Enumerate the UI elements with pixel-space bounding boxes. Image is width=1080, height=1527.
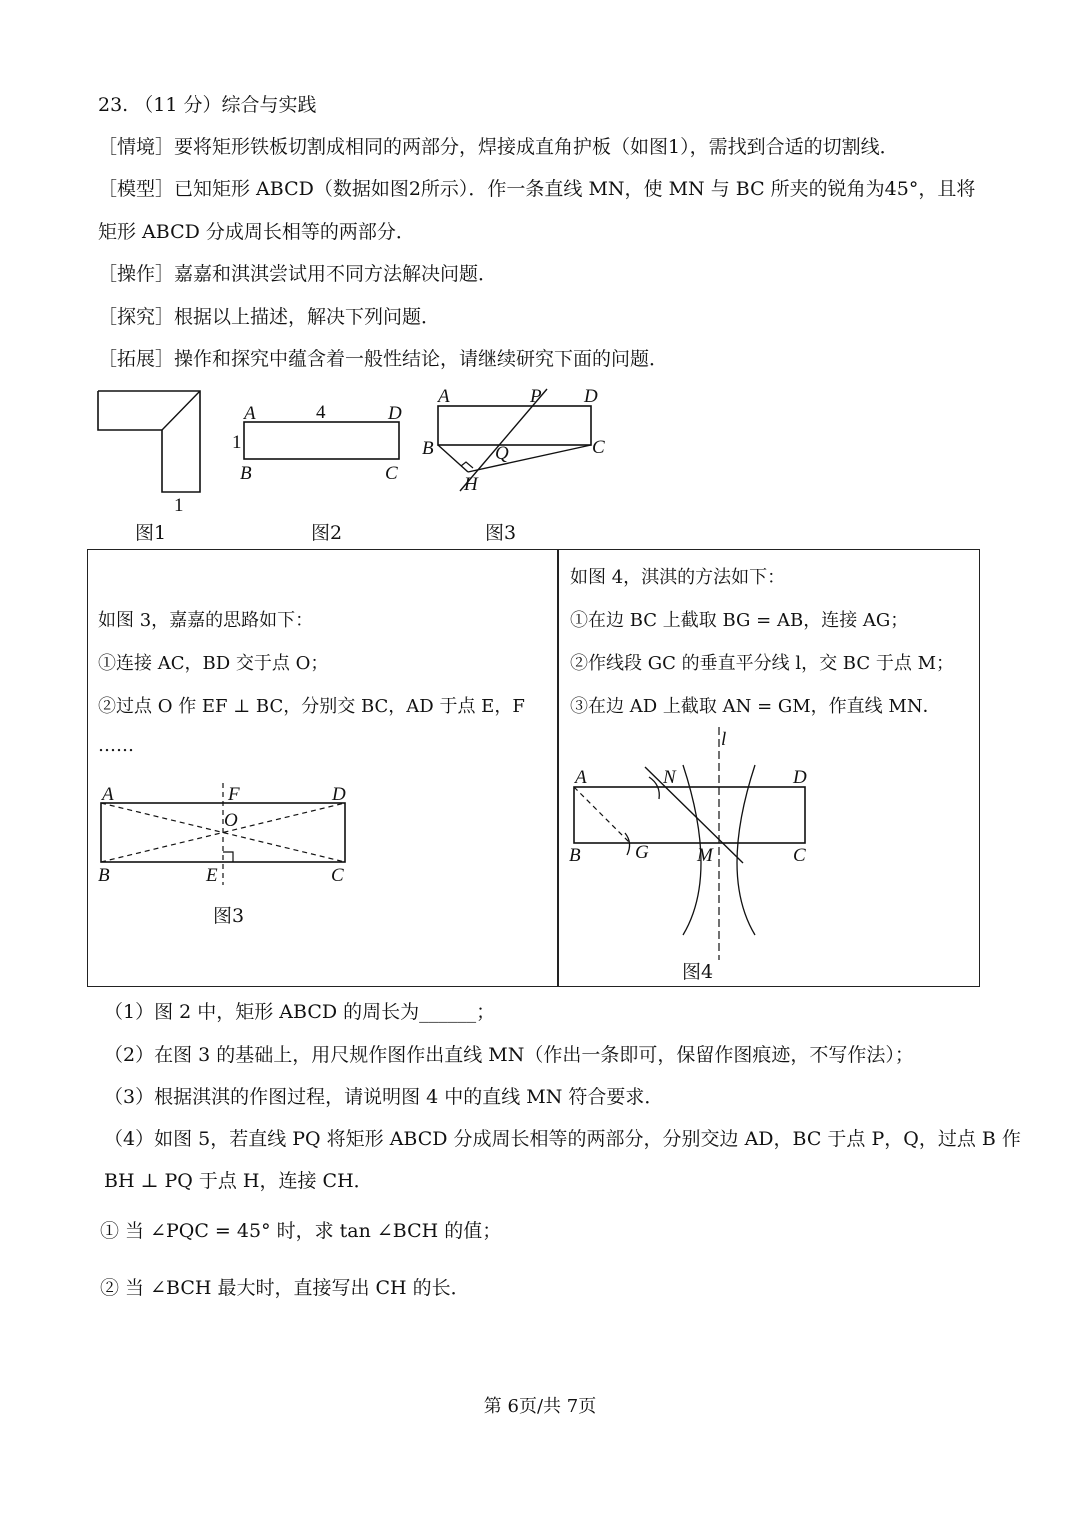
qiqi-step-2: ②作线段 GC 的垂直平分线 l，交 BC 于点 M； bbox=[570, 653, 955, 674]
qiqi-figure-caption: 图4 bbox=[682, 961, 714, 983]
page-footer: 第 6页/共 7页 bbox=[483, 1396, 597, 1417]
qiqi-label-a: A bbox=[575, 767, 587, 788]
figure-3-label-b: B bbox=[422, 438, 434, 459]
figure-1-diagram bbox=[92, 385, 212, 515]
figure-1-side-label: 1 bbox=[174, 495, 184, 515]
situation-text: ［情境］要将矩形铁板切割成相同的两部分，焊接成直角护板（如图1），需找到合适的切割线． bbox=[98, 136, 899, 158]
jiajia-step-2: ②过点 O 作 EF ⊥ BC，分别交 BC，AD 于点 E，F bbox=[98, 696, 525, 717]
figure-2-label-d: D bbox=[388, 403, 402, 424]
jiajia-label-f: F bbox=[228, 784, 240, 805]
question-4-part-a: ① 当 ∠PQC = 45° 时，求 tan ∠BCH 的值； bbox=[100, 1220, 502, 1242]
extend-text: ［拓展］操作和探究中蕴含着一般性结论，请继续研究下面的问题． bbox=[98, 348, 669, 370]
question-4-line2: BH ⊥ PQ 于点 H，连接 CH． bbox=[104, 1170, 373, 1192]
operation-text: ［操作］嘉嘉和淇淇尝试用不同方法解决问题． bbox=[98, 263, 498, 285]
explore-text: ［探究］根据以上描述，解决下列问题． bbox=[98, 306, 441, 328]
jiajia-ellipsis: …… bbox=[98, 735, 134, 756]
jiajia-figure-3-diagram bbox=[92, 780, 362, 890]
qiqi-figure-4-diagram bbox=[565, 725, 825, 965]
qiqi-label-m: M bbox=[697, 845, 713, 866]
figure-2-label-top: 4 bbox=[316, 402, 326, 423]
qiqi-label-d: D bbox=[793, 767, 807, 788]
jiajia-label-o: O bbox=[224, 810, 238, 831]
figure-2-caption: 图2 bbox=[311, 522, 343, 544]
figure-2-diagram bbox=[228, 400, 418, 490]
problem-header: 23. （11 分）综合与实践 bbox=[98, 94, 317, 116]
figure-3-diagram bbox=[418, 384, 618, 496]
qiqi-label-g: G bbox=[635, 842, 649, 863]
model-text-line2: 矩形 ABCD 分成周长相等的两部分． bbox=[98, 221, 415, 243]
figure-3-label-c: C bbox=[592, 437, 605, 458]
jiajia-label-c: C bbox=[331, 865, 344, 886]
figure-3-label-q: Q bbox=[495, 443, 509, 464]
figure-3-label-a: A bbox=[438, 386, 450, 407]
jiajia-step-1: ①连接 AC，BD 交于点 O； bbox=[98, 653, 329, 674]
question-3: （3）根据淇淇的作图过程，请说明图 4 中的直线 MN 符合要求． bbox=[104, 1086, 664, 1108]
methods-box-divider bbox=[557, 549, 559, 987]
jiajia-intro: 如图 3，嘉嘉的思路如下： bbox=[98, 610, 314, 631]
question-4-line1: （4）如图 5，若直线 PQ 将矩形 ABCD 分成周长相等的两部分，分别交边 AD，BC 于点 P，Q，过点 B 作 bbox=[104, 1128, 1021, 1150]
jiajia-label-e: E bbox=[206, 865, 218, 886]
figure-3-label-h: H bbox=[464, 474, 478, 495]
qiqi-label-b: B bbox=[569, 845, 581, 866]
figure-2-label-c: C bbox=[385, 463, 398, 484]
question-1: （1）图 2 中，矩形 ABCD 的周长为______； bbox=[104, 1001, 496, 1023]
figure-2-label-side: 1 bbox=[232, 432, 242, 453]
figure-2-label-b: B bbox=[240, 463, 252, 484]
qiqi-label-n: N bbox=[663, 767, 676, 788]
jiajia-label-d: D bbox=[332, 784, 346, 805]
qiqi-label-c: C bbox=[793, 845, 806, 866]
question-2: （2）在图 3 的基础上，用尺规作图作出直线 MN（作出一条即可，保留作图痕迹，不写作法）； bbox=[104, 1044, 914, 1066]
figure-3-label-d: D bbox=[584, 386, 598, 407]
figure-2-label-a: A bbox=[244, 403, 256, 424]
question-4-part-b: ② 当 ∠BCH 最大时，直接写出 CH 的长． bbox=[100, 1277, 470, 1299]
qiqi-step-3: ③在边 AD 上截取 AN = GM，作直线 MN． bbox=[570, 696, 941, 717]
qiqi-intro: 如图 4，淇淇的方法如下： bbox=[570, 567, 786, 588]
figure-1-caption: 图1 bbox=[135, 522, 167, 544]
jiajia-label-a: A bbox=[102, 784, 114, 805]
figure-3-label-p: P bbox=[530, 386, 542, 407]
model-text-line1: ［模型］已知矩形 ABCD（数据如图2所示）．作一条直线 MN，使 MN 与 BC 所夹的锐角为45°，且将 bbox=[98, 178, 976, 200]
qiqi-step-1: ①在边 BC 上截取 BG = AB，连接 AG； bbox=[570, 610, 909, 631]
qiqi-label-l: l bbox=[721, 729, 727, 750]
figure-3-caption: 图3 bbox=[485, 522, 517, 544]
jiajia-label-b: B bbox=[98, 865, 110, 886]
jiajia-figure-caption: 图3 bbox=[213, 905, 245, 927]
